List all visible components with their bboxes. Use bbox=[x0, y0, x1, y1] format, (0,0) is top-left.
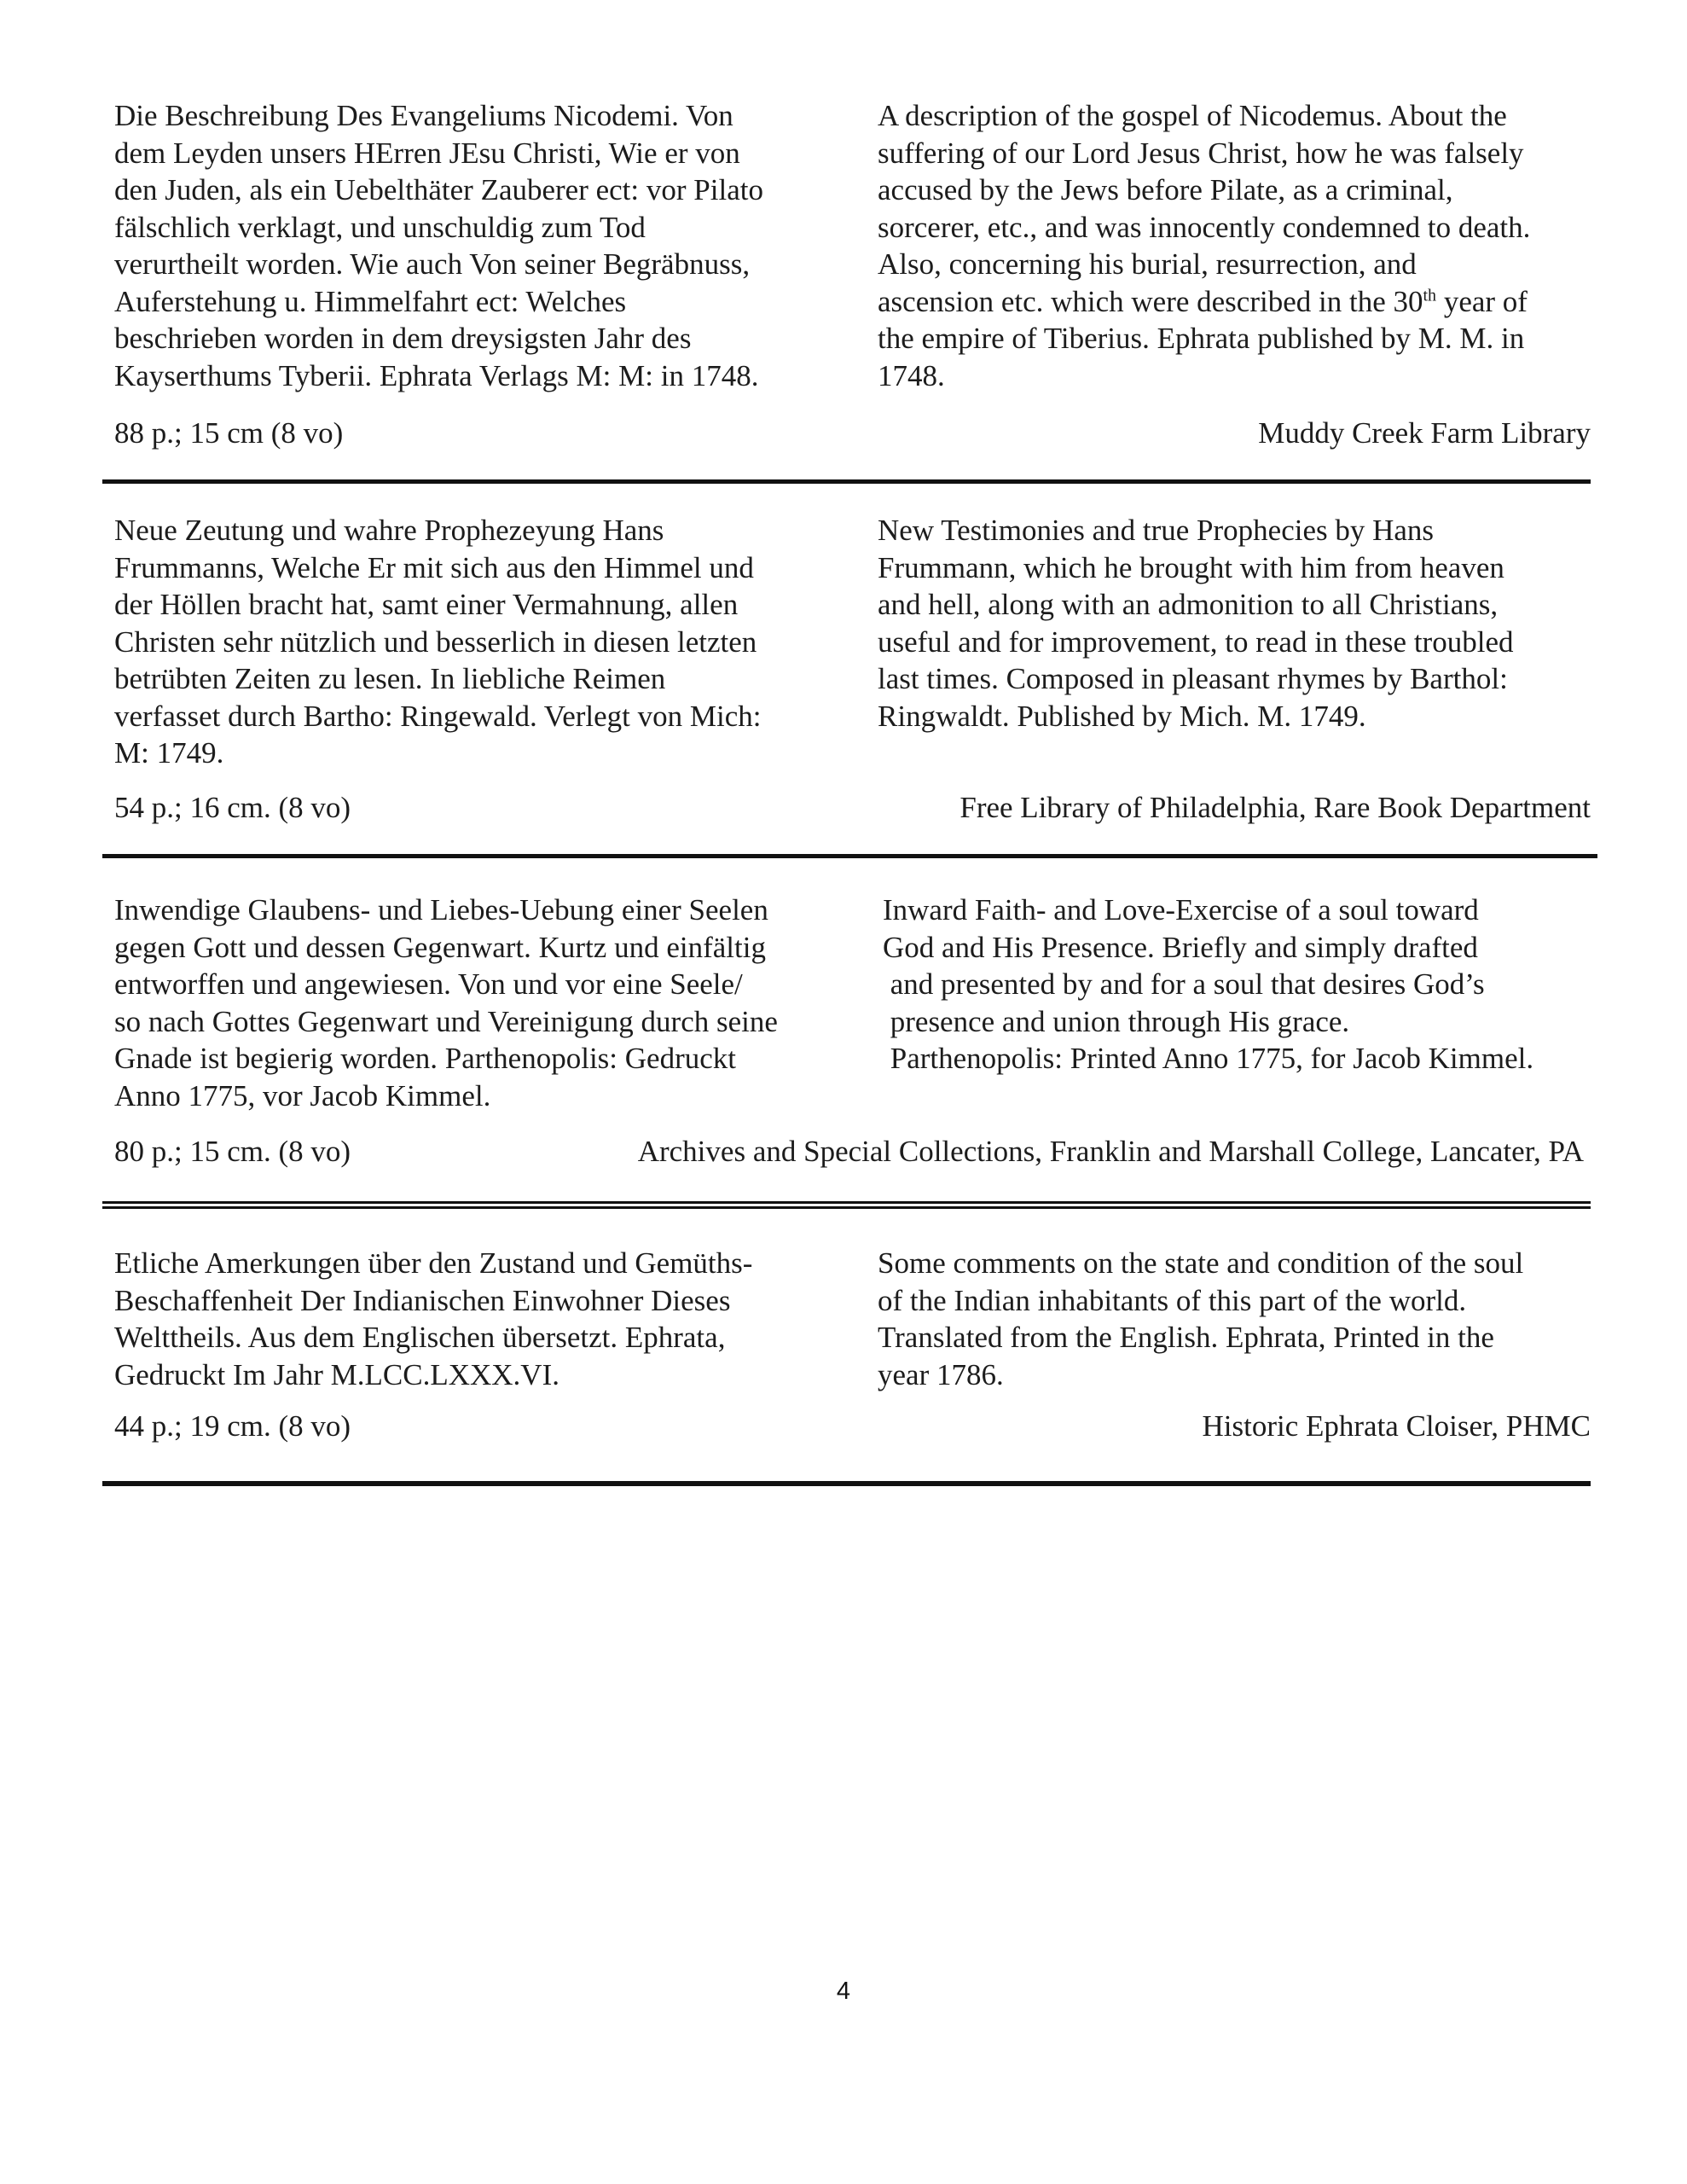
german-line: Kayserthums Tyberii. Ephrata Verlags M: M: in 1748. bbox=[114, 358, 759, 392]
holding-library: Free Library of Philadelphia, Rare Book Department bbox=[959, 791, 1591, 824]
german-line: so nach Gottes Gegenwart und Vereinigung durch seine bbox=[114, 1004, 778, 1038]
german-line: beschrieben worden in dem dreysigsten Jahr des bbox=[114, 322, 692, 355]
german-line: gegen Gott und dessen Gegenwart. Kurtz und einfältig bbox=[114, 930, 766, 964]
ordinal-suffix: th bbox=[1423, 285, 1437, 305]
german-line: Frummanns, Welche Er mit sich aus den Himmel und bbox=[114, 550, 754, 584]
german-line: der Höllen bracht hat, samt einer Vermahnung, allen bbox=[114, 588, 739, 621]
english-line: year 1786. bbox=[878, 1357, 1004, 1391]
english-line: Frummann, which he brought with him from heaven bbox=[878, 550, 1504, 584]
german-title-4 bbox=[114, 1245, 865, 1393]
section-divider bbox=[102, 479, 1591, 484]
english-line: A description of the gospel of Nicodemus. About the bbox=[878, 99, 1507, 132]
german-line: Etliche Amerkungen über den Zustand und Gemüths- bbox=[114, 1246, 753, 1280]
german-line: Neue Zeutung und wahre Prophezeyung Hans bbox=[114, 514, 664, 547]
german-line: Gedruckt Im Jahr M.LCC.LXXX.VI. bbox=[114, 1357, 559, 1391]
english-line: Parthenopolis: Printed Anno 1775, for Jacob Kimmel. bbox=[883, 1042, 1534, 1075]
german-line: Welttheils. Aus dem Englischen übersetzt. Ephrata, bbox=[114, 1321, 726, 1354]
physical-description: 44 p.; 19 cm. (8 vo) bbox=[114, 1409, 351, 1443]
english-line: 1748. bbox=[878, 358, 945, 392]
english-line: Some comments on the state and condition of the soul bbox=[878, 1246, 1524, 1280]
english-line: and hell, along with an admonition to all Christians, bbox=[878, 588, 1499, 621]
section-divider-double bbox=[102, 1201, 1591, 1209]
english-line: God and His Presence. Briefly and simply drafted bbox=[883, 930, 1478, 964]
english-line: Inward Faith- and Love-Exercise of a soul toward bbox=[883, 893, 1479, 926]
english-line: the empire of Tiberius. Ephrata published by M. M. in bbox=[878, 322, 1525, 355]
german-line: M: 1749. bbox=[114, 736, 224, 770]
german-line: verfasset durch Bartho: Ringewald. Verlegt von Mich: bbox=[114, 699, 762, 733]
german-line: verurtheilt worden. Wie auch Von seiner Begräbnuss, bbox=[114, 247, 751, 281]
english-line: suffering of our Lord Jesus Christ, how he was falsely bbox=[878, 136, 1524, 170]
english-line bbox=[878, 283, 1591, 321]
holding-library: Muddy Creek Farm Library bbox=[1258, 416, 1591, 450]
holding-library: Archives and Special Collections, Franklin and Marshall College, Lancater, PA bbox=[637, 1135, 1584, 1168]
english-line-part: year of bbox=[1436, 284, 1528, 318]
german-line: entworffen und angewiesen. Von und vor eine Seele/ bbox=[114, 967, 743, 1001]
english-line: New Testimonies and true Prophecies by Hans bbox=[878, 514, 1435, 547]
german-line: Anno 1775, vor Jacob Kimmel. bbox=[114, 1078, 491, 1112]
english-line: Also, concerning his burial, resurrection, and bbox=[878, 247, 1417, 281]
english-line: useful and for improvement, to read in these troubled bbox=[878, 624, 1514, 659]
english-line: of the Indian inhabitants of this part of the world. bbox=[878, 1283, 1467, 1317]
german-line: den Juden, als ein Uebelthäter Zauberer ect: vor Pilato bbox=[114, 173, 763, 206]
english-translation-1 bbox=[878, 97, 1591, 394]
english-line: sorcerer, etc., and was innocently condemned to death. bbox=[878, 210, 1531, 244]
page-number: 4 bbox=[836, 1978, 851, 2005]
german-title-3 bbox=[114, 892, 865, 1114]
english-translation-3 bbox=[883, 892, 1596, 1077]
german-line: Die Beschreibung Des Evangeliums Nicodemi. Von bbox=[114, 99, 733, 132]
german-line: Inwendige Glaubens- und Liebes-Uebung einer Seelen bbox=[114, 893, 768, 926]
physical-description: 80 p.; 15 cm. (8 vo) bbox=[114, 1135, 351, 1168]
section-divider bbox=[102, 854, 1597, 858]
english-line: presence and union through His grace. bbox=[883, 1004, 1350, 1038]
german-line: betrübten Zeiten zu lesen. In liebliche Reimen bbox=[114, 662, 666, 695]
section-divider bbox=[102, 1481, 1591, 1486]
german-line: Beschaffenheit Der Indianischen Einwohner Dieses bbox=[114, 1283, 731, 1317]
german-line: Gnade ist begierig worden. Parthenopolis: Gedruckt bbox=[114, 1042, 736, 1075]
english-line-part: ascension etc. which were described in the 30 bbox=[878, 284, 1423, 318]
english-line: and presented by and for a soul that desires God’s bbox=[883, 967, 1485, 1001]
physical-description: 88 p.; 15 cm (8 vo) bbox=[114, 416, 344, 450]
english-line: accused by the Jews before Pilate, as a criminal, bbox=[878, 173, 1453, 206]
english-line: Ringwaldt. Published by Mich. M. 1749. bbox=[878, 699, 1366, 733]
german-line: Auferstehung u. Himmelfahrt ect: Welches bbox=[114, 284, 627, 318]
english-line: Translated from the English. Ephrata, Printed in the bbox=[878, 1321, 1494, 1354]
english-line: last times. Composed in pleasant rhymes by Barthol: bbox=[878, 662, 1508, 695]
german-title-2 bbox=[114, 512, 865, 772]
physical-description: 54 p.; 16 cm. (8 vo) bbox=[114, 791, 351, 824]
german-line: dem Leyden unsers HErren JEsu Christi, Wie er von bbox=[114, 136, 740, 170]
german-line: fälschlich verklagt, und unschuldig zum Tod bbox=[114, 210, 646, 244]
german-line: Christen sehr nützlich und besserlich in diesen letzten bbox=[114, 624, 757, 659]
english-translation-4 bbox=[878, 1245, 1591, 1393]
german-title-1 bbox=[114, 97, 865, 394]
english-translation-2 bbox=[878, 512, 1591, 735]
holding-library: Historic Ephrata Cloiser, PHMC bbox=[1202, 1409, 1591, 1443]
